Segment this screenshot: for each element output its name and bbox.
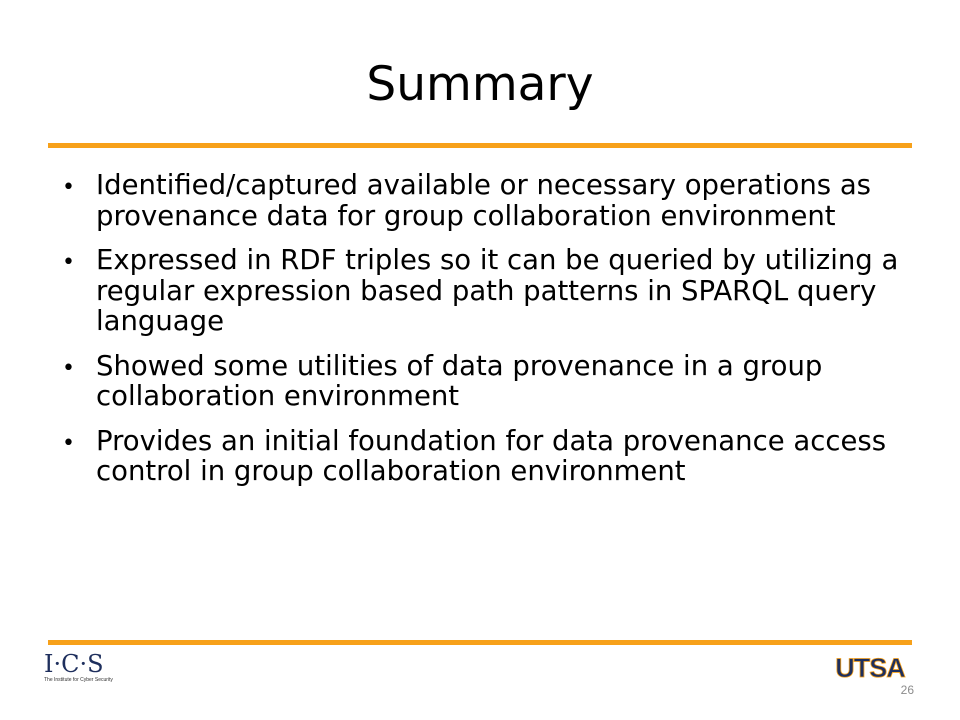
bullet-text: Showed some utilities of data provenance in a group collaboration environment [96,349,823,413]
bullet-text: Provides an initial foundation for data provenance access control in group collaboration environment [96,424,887,488]
bullet-dot-icon: • [62,430,75,456]
footer-divider [48,640,912,645]
bullet-item [58,351,908,412]
ics-logo [44,651,116,689]
bullet-dot-icon: • [62,355,75,381]
bullet-dot-icon: • [62,175,75,200]
bullet-list [58,170,908,501]
page-number: 26 [900,683,914,697]
bullet-item [58,245,908,337]
slide-title: Summary [366,57,594,112]
bullet-text: Identified/captured available or necessary operations as provenance data for group collaboration environment [96,169,871,232]
title-divider [48,143,912,148]
utsa-logo [826,650,914,686]
bullet-dot-icon: • [62,250,75,276]
bullet-item [58,170,908,231]
ics-logo-mark: I·C·S [44,650,104,678]
utsa-logo-text: UTSA [835,653,905,683]
bullet-item [58,426,908,487]
bullet-text: Expressed in RDF triples so it can be queried by utilizing a regular expression based path patterns in SPARQL query language [96,244,899,338]
ics-logo-tagline: The Institute for Cyber Security [44,677,113,683]
